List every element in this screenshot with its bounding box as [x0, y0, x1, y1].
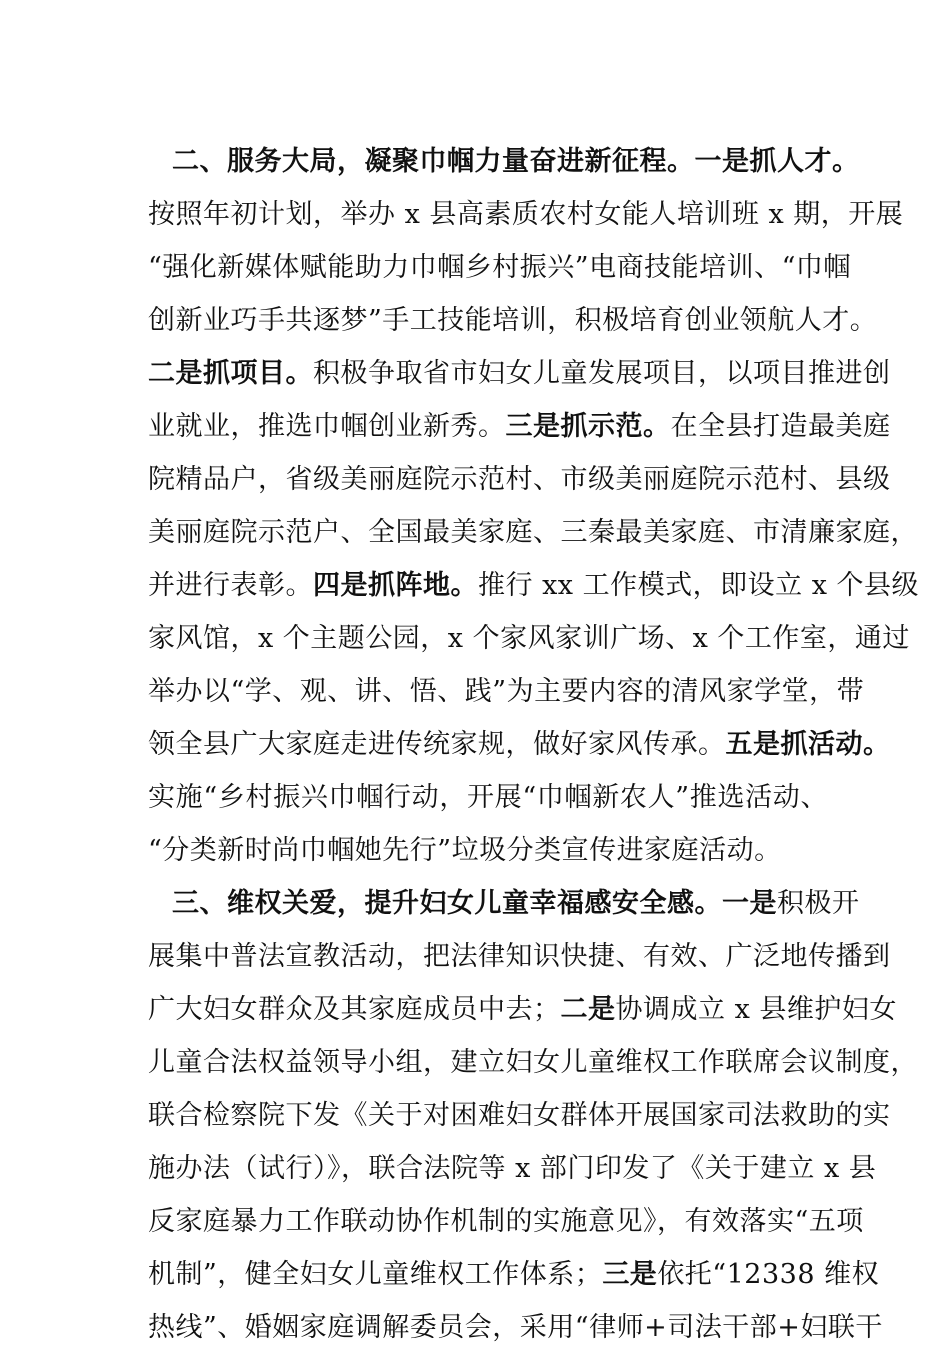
- text-run: 推行 xx 工作模式，即设立 x 个县级: [478, 570, 920, 601]
- text-run: 并进行表彰。: [148, 570, 313, 601]
- bold-text-run: 三是抓示范。: [505, 411, 671, 442]
- text-line: [148, 824, 828, 877]
- text-run: 广大妇女群众及其家庭成员中去；: [148, 994, 561, 1025]
- text-line: [148, 1089, 891, 1142]
- text-line: [148, 1195, 864, 1248]
- bold-text-run: 三、维权关爱，提升妇女儿童幸福感安全感。一是: [172, 888, 777, 919]
- text-run: “分类新时尚巾帼她先行”垃圾分类宣传进家庭活动。: [148, 835, 782, 866]
- text-run: 展集中普法宣教活动，把法律知识快捷、有效、广泛地传播到: [148, 941, 891, 972]
- text-run: 反家庭暴力工作联动协作机制的实施意见》，有效落实“五项: [148, 1206, 864, 1237]
- text-run: 积极开: [777, 888, 860, 919]
- text-run: 施办法（试行）》，联合法院等 x 部门印发了《关于建立 x 县: [148, 1153, 877, 1184]
- text-line: [148, 1036, 918, 1089]
- text-line: [148, 771, 828, 824]
- text-line: [148, 559, 920, 612]
- text-run: 美丽庭院示范户、全国最美家庭、三秦最美家庭、市清廉家庭，: [148, 517, 918, 548]
- bold-text-run: 二是抓项目。: [148, 358, 313, 389]
- text-line: [148, 1248, 880, 1301]
- text-line: [148, 1301, 883, 1354]
- text-line: [148, 453, 891, 506]
- bold-text-run: 五是抓活动。: [725, 729, 891, 760]
- text-run: 院精品户，省级美丽庭院示范村、市级美丽庭院示范村、县级: [148, 464, 891, 495]
- text-run: 实施“乡村振兴巾帼行动，开展“巾帼新农人”推选活动、: [148, 782, 828, 813]
- text-run: 创新业巧手共逐梦”手工技能培训，积极培育创业领航人才。: [148, 305, 878, 336]
- text-line: [148, 135, 860, 188]
- text-line: [148, 983, 897, 1036]
- bold-text-run: 三是: [602, 1259, 658, 1290]
- text-run: 按照年初计划，举办 x 县高素质农村女能人培训班 x 期，开展: [148, 199, 904, 230]
- text-run: 协调成立 x 县维护妇女: [615, 994, 897, 1025]
- text-line: [148, 665, 865, 718]
- text-run: 热线”、婚姻家庭调解委员会，采用“律师+司法干部+妇联干: [148, 1312, 883, 1343]
- text-line: [148, 930, 891, 983]
- text-line: [148, 1142, 877, 1195]
- text-run: 领全县广大家庭走进传统家规，做好家风传承。: [148, 729, 726, 760]
- text-line: [148, 877, 860, 930]
- paragraph-section-3: [148, 877, 918, 1354]
- text-run: 家风馆，x 个主题公园，x 个家风家训广场、x 个工作室，通过: [148, 623, 910, 654]
- text-run: 机制”，健全妇女儿童维权工作体系；: [148, 1259, 603, 1290]
- bold-text-run: 二是: [560, 994, 616, 1025]
- document-body: [148, 135, 920, 1354]
- text-line: [148, 612, 910, 665]
- text-run: 儿童合法权益领导小组，建立妇女儿童维权工作联席会议制度，: [148, 1047, 918, 1078]
- text-line: [148, 506, 918, 559]
- text-run: 举办以“学、观、讲、悟、践”为主要内容的清风家学堂，带: [148, 676, 865, 707]
- text-line: [148, 718, 891, 771]
- text-line: [148, 241, 851, 294]
- text-run: 在全县打造最美庭: [670, 411, 891, 442]
- text-run: 业就业，推选巾帼创业新秀。: [148, 411, 506, 442]
- text-line: [148, 188, 904, 241]
- text-run: “强化新媒体赋能助力巾帼乡村振兴”电商技能培训、“巾帼: [148, 252, 851, 283]
- bold-text-run: 二、服务大局，凝聚巾帼力量奋进新征程。一是抓人才。: [172, 146, 860, 177]
- text-line: [148, 400, 891, 453]
- text-run: 积极争取省市妇女儿童发展项目，以项目推进创: [313, 358, 891, 389]
- paragraph-section-2: [148, 135, 920, 877]
- text-line: [148, 347, 891, 400]
- text-run: 联合检察院下发《关于对困难妇女群体开展国家司法救助的实: [148, 1100, 891, 1131]
- bold-text-run: 四是抓阵地。: [313, 570, 478, 601]
- text-run: 依托“12338 维权: [657, 1259, 880, 1290]
- text-line: [148, 294, 878, 347]
